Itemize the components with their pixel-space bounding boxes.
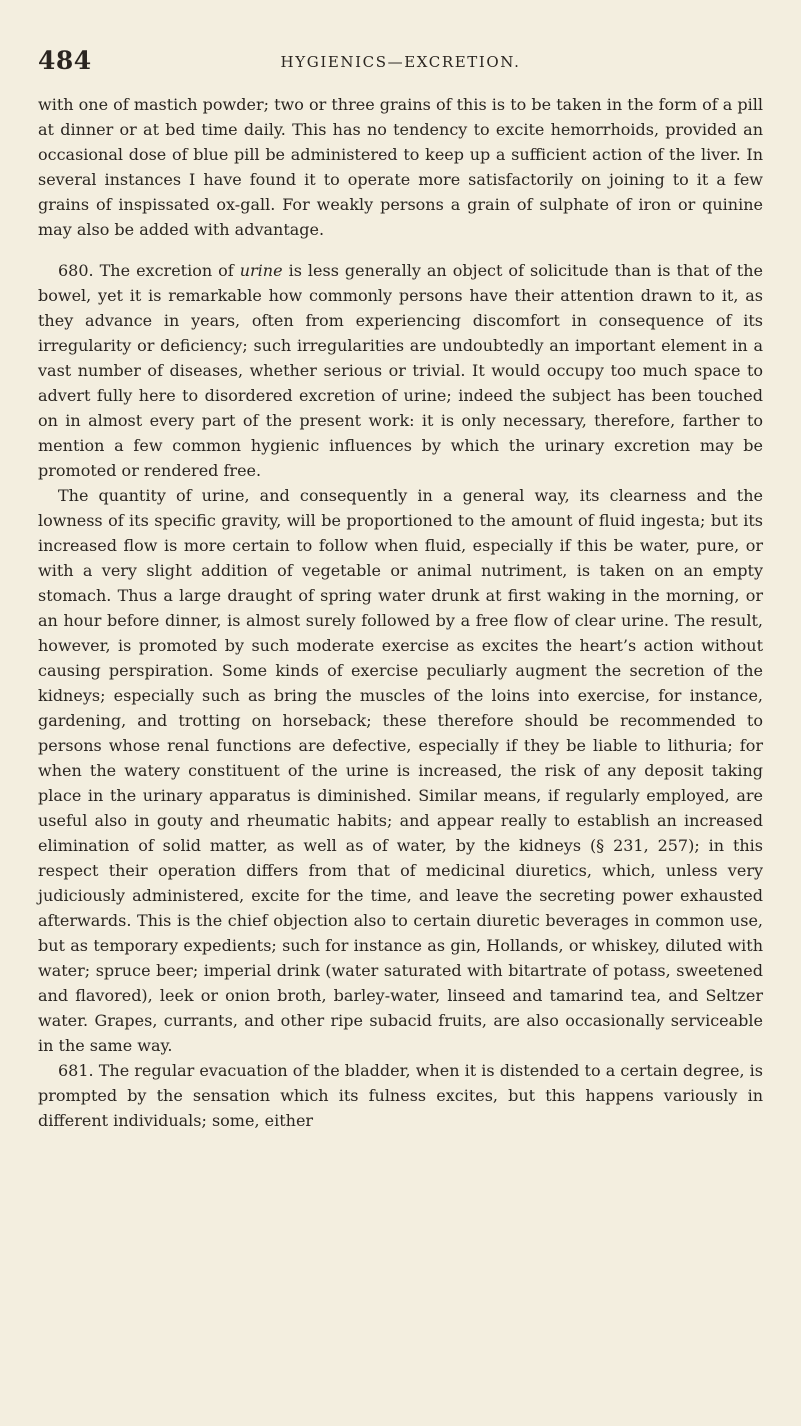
paragraph-continuation: with one of mastich powder; two or three grains of this is to be taken in the form of a pill at dinner or at bed time daily. This has no tendency to excite hemorrhoids, provided an occasional dose of blue pill be administered to keep up a sufficient action of the liver. In several instances I have found it to operate more satisfactorily on joining to it a few grains of inspissated ox-gall. For weakly persons a grain of sulphate of iron or quinine may also be added with advantage. <box>38 95 763 239</box>
page-number: 484 <box>38 46 92 75</box>
paragraph-quantity-of-urine: The quantity of urine, and consequently in a general way, its clearness and the lowness of its specific gravity, will be proportioned to the amount of fluid ingesta; but its increased flow is more certain to follow when fluid, especially if this be water, pure, or with a very slight addition of vegetable or animal nutriment, is taken on an empty stomach. Thus a large draught of spring water drunk at first waking in the morning, or an hour before dinner, is almost surely followed by a free flow of clear urine. The result, however, is promoted by such moderate exercise as excites the heart’s action without causing perspiration. Some kinds of exercise peculiarly augment the secretion of the kidneys; especially such as bring the muscles of the loins into exercise, for instance, gardening, and trotting on horseback; these therefore should be recommended to persons whose renal functions are defective, especially if they be liable to lithuria; for when the watery constituent of the urine is increased, the risk of any deposit taking place in the urinary apparatus is diminished. Similar means, if regularly employed, are useful also in gouty and rheumatic habits; and appear really to establish an increased elimination of solid matter, as well as of water, by the kidneys (§ 231, 257); in this respect their operation differs from that of medicinal diuretics, which, unless very judiciously administered, excite for the time, and leave the secreting power exhausted afterwards. This is the chief objection also to certain diuretic beverages in common use, but as temporary expedients; such for instance as gin, Hollands, or whiskey, diluted with water; spruce beer; imperial drink (water saturated with bitartrate of potass, sweetened and flavored), leek or onion broth, barley-water, linseed and tamarind tea, and Seltzer water. Grapes, currants, and other ripe subacid fruits, are also occasionally serviceable in the same way. <box>38 486 763 1055</box>
paragraph-681: 681. The regular evacuation of the bladder, when it is distended to a certain degree, is prompted by the sensation which its fulness excites, but this happens variously in different individuals; some, either <box>38 1061 763 1130</box>
body-text <box>38 92 763 1133</box>
paragraph-680-lead: 680. The excretion of <box>58 261 240 280</box>
paragraph-680-rest: is less generally an object of solicitude than is that of the bowel, yet it is remarkable how commonly persons have their attention drawn to it, as they advance in years, often from experiencing discomfort in consequence of its irregularity or deficiency; such irregularities are undoubtedly an important element in a vast number of diseases, whether serious or trivial. It would occupy too much space to advert fully here to disordered excretion of urine; indeed the subject has been touched on in almost every part of the present work: it is only necessary, therefore, farther to mention a few common hygienic influences by which the urinary excretion may be promoted or rendered free. <box>38 261 763 480</box>
running-head: HYGIENICS—EXCRETION. <box>280 53 521 71</box>
paragraph-680 <box>38 258 763 483</box>
urine-emphasis: urine <box>239 261 283 280</box>
